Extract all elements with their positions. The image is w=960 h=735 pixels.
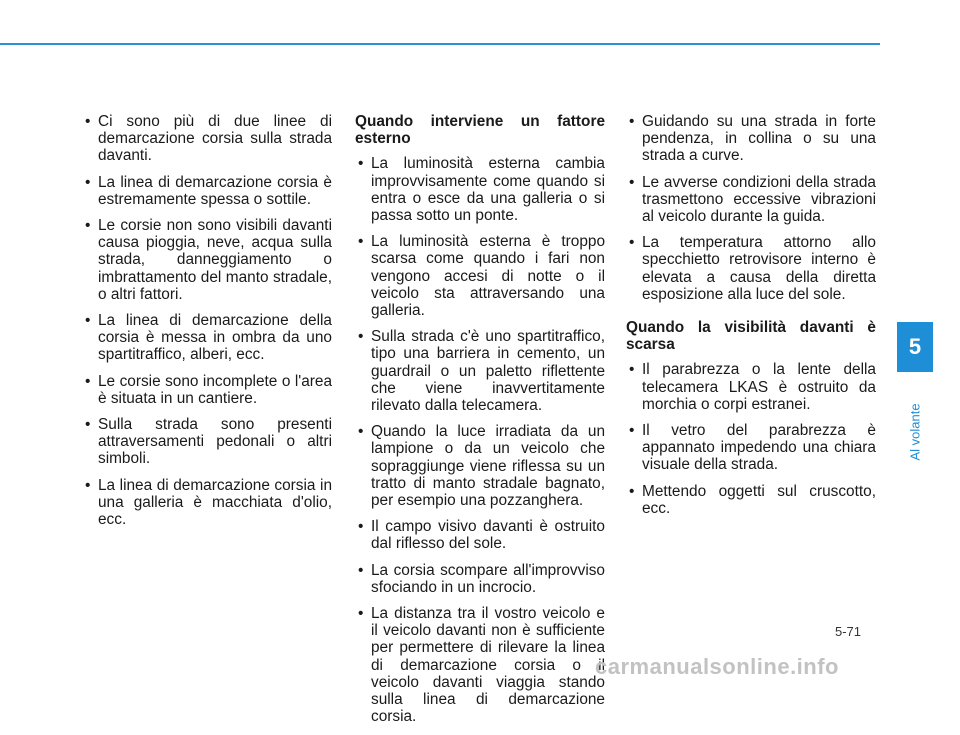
list-item: • La linea di demarcazione corsia è estremamente spessa o sottile. xyxy=(82,174,332,208)
list-item: • Sulla strada sono presenti attraversamenti pedonali o altri simboli. xyxy=(82,416,332,468)
condition-list-middle xyxy=(355,155,605,725)
page-number: 5-71 xyxy=(835,624,862,639)
list-item: • La temperatura attorno allo specchietto retrovisore interno è elevata a causa della diretta esposizione alla luce del sole. xyxy=(626,234,876,303)
list-item: • Il vetro del parabrezza è appannato impedendo una chiara visuale della strada. xyxy=(626,422,876,474)
list-item: • Il campo visivo davanti è ostruito dal riflesso del sole. xyxy=(355,518,605,552)
list-item: • Le corsie sono incomplete o l'area è situata in un cantiere. xyxy=(82,373,332,407)
chapter-label: Al volante xyxy=(907,403,923,461)
column-left xyxy=(82,113,332,537)
list-item: • Quando la luce irradiata da un lampione o da un veicolo che sopraggiunge viene riflessa su un tratto di manto stradale bagnato, per esempio una pozzanghera. xyxy=(355,423,605,509)
column-right xyxy=(626,113,876,526)
section-heading-poor-visibility: Quando la visibilità davanti è scarsa xyxy=(626,319,876,354)
section-heading-external-factor: Quando interviene un fattore esterno xyxy=(355,113,605,148)
list-item: • La luminosità esterna è troppo scarsa come quando i fari non vengono accesi di notte o il veicolo sta attraversando una galleria. xyxy=(355,233,605,319)
list-item: • Le avverse condizioni della strada trasmettono eccessive vibrazioni al veicolo durante la guida. xyxy=(626,174,876,226)
condition-list-right-top xyxy=(626,113,876,303)
list-item: • Mettendo oggetti sul cruscotto, ecc. xyxy=(626,483,876,517)
list-item: • Ci sono più di due linee di demarcazione corsia sulla strada davanti. xyxy=(82,113,332,165)
condition-list-left xyxy=(82,113,332,528)
list-item: • Guidando su una strada in forte pendenza, in collina o su una strada a curve. xyxy=(626,113,876,165)
chapter-tab: 5 xyxy=(897,322,933,372)
watermark: carmanualsonline.info xyxy=(595,654,839,679)
column-middle xyxy=(355,113,605,735)
list-item: • Sulla strada c'è uno spartitraffico, tipo una barriera in cemento, un guardrail o un paletto riflettente che viene inavvertitamente rilevato dalla telecamera. xyxy=(355,328,605,414)
top-rule xyxy=(0,43,880,45)
list-item: • Le corsie non sono visibili davanti causa pioggia, neve, acqua sulla strada, danneggiamento o imbrattamento del manto stradale, o altri fattori. xyxy=(82,217,332,303)
list-item: • La linea di demarcazione della corsia è messa in ombra da uno spartitraffico, alberi, ecc. xyxy=(82,312,332,364)
list-item: • La linea di demarcazione corsia in una galleria è macchiata d'olio, ecc. xyxy=(82,477,332,529)
list-item: • La corsia scompare all'improvviso sfociando in un incrocio. xyxy=(355,562,605,596)
list-item: • La distanza tra il vostro veicolo e il veicolo davanti non è sufficiente per permettere di rilevare la linea di demarcazione corsia o il veicolo davanti viaggia stando sulla linea di demarcazione corsia. xyxy=(355,605,605,725)
list-item: • La luminosità esterna cambia improvvisamente come quando si entra o esce da una galleria o si passa sotto un ponte. xyxy=(355,155,605,224)
list-item: • Il parabrezza o la lente della telecamera LKAS è ostruito da morchia o corpi estranei. xyxy=(626,361,876,413)
condition-list-right-bottom xyxy=(626,361,876,517)
